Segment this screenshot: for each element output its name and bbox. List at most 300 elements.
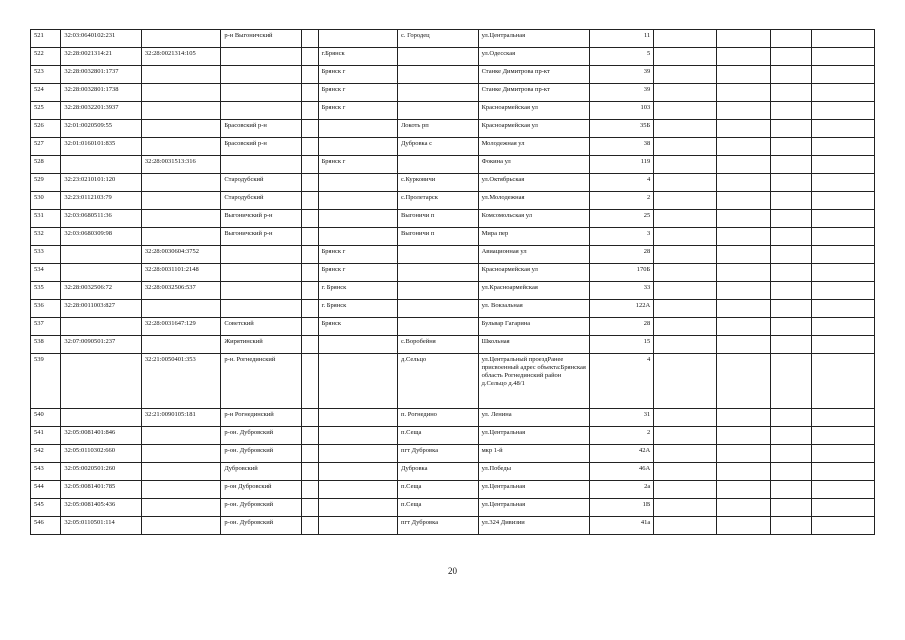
locality-cell: [398, 156, 479, 174]
empty-cell: [716, 264, 770, 282]
cadastral-number-cell: 32:28:0032801:1738: [61, 84, 142, 102]
empty-cell: [716, 499, 770, 517]
cadastral-number-cell: 32:05:0110501:114: [61, 517, 142, 535]
locality-cell: д.Сельцо: [398, 354, 479, 409]
parent-cadastral-cell: [141, 192, 220, 210]
cadastral-number-cell: [61, 354, 142, 409]
district-cell: Стародубский: [221, 192, 302, 210]
street-cell: ул.Победы: [478, 463, 590, 481]
district-cell: р-он Дубровский: [221, 481, 302, 499]
house-number-cell: 103: [590, 102, 654, 120]
parent-cadastral-cell: [141, 66, 220, 84]
locality-cell: с.Курковичи: [398, 174, 479, 192]
empty-cell: [771, 481, 812, 499]
district-cell: Дубровский: [221, 463, 302, 481]
house-number-cell: 2а: [590, 481, 654, 499]
street-cell: ул.Одесская: [478, 48, 590, 66]
empty-cell: [716, 210, 770, 228]
street-cell: ул.Октябрьская: [478, 174, 590, 192]
empty-cell: [654, 84, 717, 102]
table-row: [31, 517, 875, 535]
locality-cell: [398, 66, 479, 84]
empty-cell: [812, 246, 875, 264]
street-cell: Красноармейская ул: [478, 120, 590, 138]
row-number-cell: 531: [31, 210, 61, 228]
empty-cell: [301, 318, 318, 336]
parent-cadastral-cell: [141, 300, 220, 318]
empty-cell: [716, 102, 770, 120]
cadastral-number-cell: [61, 246, 142, 264]
empty-cell: [771, 463, 812, 481]
empty-cell: [301, 30, 318, 48]
cadastral-number-cell: 32:28:0021314:21: [61, 48, 142, 66]
empty-cell: [716, 282, 770, 300]
table-row: [31, 300, 875, 318]
district-cell: р-он. Дубровский: [221, 499, 302, 517]
empty-cell: [301, 481, 318, 499]
empty-cell: [812, 445, 875, 463]
empty-cell: [812, 156, 875, 174]
table-row: [31, 499, 875, 517]
table-row: [31, 48, 875, 66]
district-cell: р-н Рогнединский: [221, 409, 302, 427]
city-cell: [318, 409, 397, 427]
locality-cell: Дубровка: [398, 463, 479, 481]
parent-cadastral-cell: [141, 84, 220, 102]
empty-cell: [654, 336, 717, 354]
table-row: [31, 120, 875, 138]
table-row: [31, 30, 875, 48]
empty-cell: [812, 300, 875, 318]
locality-cell: Выгоничи п: [398, 228, 479, 246]
parent-cadastral-cell: 32:28:0032506:537: [141, 282, 220, 300]
locality-cell: [398, 282, 479, 300]
row-number-cell: 534: [31, 264, 61, 282]
empty-cell: [654, 481, 717, 499]
parent-cadastral-cell: [141, 30, 220, 48]
row-number-cell: 546: [31, 517, 61, 535]
city-cell: [318, 138, 397, 156]
locality-cell: [398, 300, 479, 318]
street-cell: Школьная: [478, 336, 590, 354]
city-cell: [318, 445, 397, 463]
empty-cell: [812, 354, 875, 409]
table-row: [31, 84, 875, 102]
district-cell: Стародубский: [221, 174, 302, 192]
table-row: [31, 192, 875, 210]
cadastral-number-cell: 32:01:0160101:835: [61, 138, 142, 156]
house-number-cell: 15: [590, 336, 654, 354]
district-cell: Брасовский р-н: [221, 120, 302, 138]
city-cell: Брянск г: [318, 246, 397, 264]
parent-cadastral-cell: [141, 138, 220, 156]
parent-cadastral-cell: 32:28:0030604:3752: [141, 246, 220, 264]
city-cell: Брянск: [318, 318, 397, 336]
house-number-cell: 5: [590, 48, 654, 66]
cadastral-number-cell: 32:05:0081405:436: [61, 499, 142, 517]
locality-cell: Дубровка с: [398, 138, 479, 156]
house-number-cell: 39: [590, 66, 654, 84]
district-cell: р-н. Рогнединский: [221, 354, 302, 409]
street-cell: Молодежная ул: [478, 138, 590, 156]
empty-cell: [654, 120, 717, 138]
parent-cadastral-cell: [141, 499, 220, 517]
empty-cell: [771, 210, 812, 228]
house-number-cell: 35Б: [590, 120, 654, 138]
empty-cell: [716, 354, 770, 409]
street-cell: Бульвар Гагарина: [478, 318, 590, 336]
empty-cell: [812, 84, 875, 102]
empty-cell: [716, 66, 770, 84]
city-cell: Брянск г: [318, 156, 397, 174]
parent-cadastral-cell: [141, 210, 220, 228]
row-number-cell: 543: [31, 463, 61, 481]
row-number-cell: 545: [31, 499, 61, 517]
table-row: [31, 264, 875, 282]
row-number-cell: 532: [31, 228, 61, 246]
city-cell: Брянск г: [318, 84, 397, 102]
city-cell: [318, 517, 397, 535]
cadastral-number-cell: 32:03:0680511:36: [61, 210, 142, 228]
parent-cadastral-cell: 32:28:0031513:316: [141, 156, 220, 174]
cadastral-number-cell: 32:03:0640102:231: [61, 30, 142, 48]
row-number-cell: 533: [31, 246, 61, 264]
empty-cell: [716, 409, 770, 427]
parent-cadastral-cell: [141, 174, 220, 192]
empty-cell: [771, 48, 812, 66]
house-number-cell: 122А: [590, 300, 654, 318]
parent-cadastral-cell: [141, 445, 220, 463]
empty-cell: [771, 102, 812, 120]
empty-cell: [716, 192, 770, 210]
empty-cell: [654, 499, 717, 517]
district-cell: Жирятинский: [221, 336, 302, 354]
empty-cell: [301, 445, 318, 463]
city-cell: г. Брянск: [318, 300, 397, 318]
street-cell: мкр 1-й: [478, 445, 590, 463]
city-cell: [318, 354, 397, 409]
empty-cell: [301, 264, 318, 282]
district-cell: [221, 48, 302, 66]
empty-cell: [654, 264, 717, 282]
table-row: [31, 463, 875, 481]
district-cell: [221, 66, 302, 84]
locality-cell: [398, 84, 479, 102]
empty-cell: [771, 354, 812, 409]
empty-cell: [716, 228, 770, 246]
empty-cell: [654, 138, 717, 156]
table-row: [31, 246, 875, 264]
empty-cell: [301, 228, 318, 246]
row-number-cell: 535: [31, 282, 61, 300]
empty-cell: [654, 409, 717, 427]
cadastral-number-cell: 32:05:0110302:660: [61, 445, 142, 463]
row-number-cell: 521: [31, 30, 61, 48]
house-number-cell: 4: [590, 174, 654, 192]
empty-cell: [771, 246, 812, 264]
locality-cell: [398, 318, 479, 336]
empty-cell: [812, 48, 875, 66]
empty-cell: [654, 354, 717, 409]
empty-cell: [654, 210, 717, 228]
row-number-cell: 526: [31, 120, 61, 138]
table-row: [31, 174, 875, 192]
empty-cell: [716, 246, 770, 264]
empty-cell: [812, 481, 875, 499]
row-number-cell: 527: [31, 138, 61, 156]
parent-cadastral-cell: [141, 481, 220, 499]
empty-cell: [812, 192, 875, 210]
locality-cell: пгт Дубровка: [398, 517, 479, 535]
locality-cell: пгт Дубровка: [398, 445, 479, 463]
parent-cadastral-cell: [141, 463, 220, 481]
empty-cell: [716, 84, 770, 102]
empty-cell: [654, 102, 717, 120]
locality-cell: п.Сеща: [398, 499, 479, 517]
parent-cadastral-cell: 32:21:0050401:353: [141, 354, 220, 409]
city-cell: [318, 120, 397, 138]
empty-cell: [301, 499, 318, 517]
empty-cell: [771, 517, 812, 535]
house-number-cell: 41а: [590, 517, 654, 535]
empty-cell: [812, 66, 875, 84]
cadastral-number-cell: 32:05:0081401:846: [61, 427, 142, 445]
locality-cell: Выгоничи п: [398, 210, 479, 228]
house-number-cell: 170Б: [590, 264, 654, 282]
house-number-cell: 3: [590, 228, 654, 246]
house-number-cell: 42А: [590, 445, 654, 463]
empty-cell: [812, 463, 875, 481]
empty-cell: [301, 48, 318, 66]
empty-cell: [771, 228, 812, 246]
empty-cell: [716, 120, 770, 138]
empty-cell: [771, 409, 812, 427]
table-row: [31, 409, 875, 427]
row-number-cell: 522: [31, 48, 61, 66]
city-cell: [318, 481, 397, 499]
street-cell: Станке Димитрова пр-кт: [478, 84, 590, 102]
row-number-cell: 523: [31, 66, 61, 84]
table-row: [31, 282, 875, 300]
locality-cell: [398, 102, 479, 120]
row-number-cell: 528: [31, 156, 61, 174]
street-cell: ул.Молодежная: [478, 192, 590, 210]
cadastral-number-cell: 32:01:0020509:55: [61, 120, 142, 138]
street-cell: ул.Центральная: [478, 499, 590, 517]
cadastral-number-cell: [61, 318, 142, 336]
city-cell: [318, 336, 397, 354]
parent-cadastral-cell: [141, 336, 220, 354]
parent-cadastral-cell: [141, 102, 220, 120]
table-row: [31, 138, 875, 156]
city-cell: [318, 210, 397, 228]
empty-cell: [654, 282, 717, 300]
empty-cell: [654, 192, 717, 210]
cadastral-number-cell: 32:28:0032201:3937: [61, 102, 142, 120]
row-number-cell: 542: [31, 445, 61, 463]
empty-cell: [301, 66, 318, 84]
empty-cell: [654, 246, 717, 264]
empty-cell: [301, 246, 318, 264]
district-cell: [221, 102, 302, 120]
locality-cell: с. Городец: [398, 30, 479, 48]
row-number-cell: 541: [31, 427, 61, 445]
empty-cell: [301, 210, 318, 228]
row-number-cell: 538: [31, 336, 61, 354]
cadastral-number-cell: 32:03:0680309:98: [61, 228, 142, 246]
empty-cell: [654, 318, 717, 336]
street-cell: Авиационная ул: [478, 246, 590, 264]
empty-cell: [812, 30, 875, 48]
empty-cell: [716, 445, 770, 463]
empty-cell: [812, 409, 875, 427]
empty-cell: [301, 427, 318, 445]
cadastral-number-cell: [61, 409, 142, 427]
empty-cell: [301, 120, 318, 138]
empty-cell: [812, 318, 875, 336]
empty-cell: [812, 228, 875, 246]
empty-cell: [654, 427, 717, 445]
table-row: [31, 156, 875, 174]
empty-cell: [654, 30, 717, 48]
empty-cell: [771, 282, 812, 300]
empty-cell: [654, 174, 717, 192]
street-cell: Красноармейская ул: [478, 264, 590, 282]
empty-cell: [301, 336, 318, 354]
empty-cell: [812, 174, 875, 192]
empty-cell: [716, 138, 770, 156]
street-cell: ул.Красноармейская: [478, 282, 590, 300]
empty-cell: [654, 66, 717, 84]
cadastral-number-cell: 32:05:0081401:785: [61, 481, 142, 499]
empty-cell: [654, 463, 717, 481]
locality-cell: п.Сеща: [398, 481, 479, 499]
district-cell: р-н Выгоничский: [221, 30, 302, 48]
empty-cell: [716, 156, 770, 174]
empty-cell: [812, 264, 875, 282]
table-row: [31, 66, 875, 84]
empty-cell: [771, 84, 812, 102]
empty-cell: [301, 84, 318, 102]
cadastral-number-cell: 32:28:0032801:1737: [61, 66, 142, 84]
parent-cadastral-cell: [141, 427, 220, 445]
table-row: [31, 318, 875, 336]
empty-cell: [771, 120, 812, 138]
locality-cell: п. Рогнедино: [398, 409, 479, 427]
empty-cell: [771, 174, 812, 192]
cadastral-number-cell: 32:07:0090501:237: [61, 336, 142, 354]
locality-cell: п.Сеща: [398, 427, 479, 445]
row-number-cell: 544: [31, 481, 61, 499]
city-cell: г. Брянск: [318, 282, 397, 300]
empty-cell: [716, 30, 770, 48]
district-cell: р-он. Дубровский: [221, 445, 302, 463]
district-cell: р-он. Дубровский: [221, 517, 302, 535]
street-cell: ул. Ленина: [478, 409, 590, 427]
empty-cell: [301, 138, 318, 156]
house-number-cell: 11: [590, 30, 654, 48]
house-number-cell: 28: [590, 246, 654, 264]
row-number-cell: 536: [31, 300, 61, 318]
empty-cell: [301, 156, 318, 174]
empty-cell: [301, 409, 318, 427]
locality-cell: с.Пролетарск: [398, 192, 479, 210]
empty-cell: [812, 336, 875, 354]
street-cell: Станке Димитрова пр-кт: [478, 66, 590, 84]
row-number-cell: 529: [31, 174, 61, 192]
street-cell: Мира пер: [478, 228, 590, 246]
table-row: [31, 210, 875, 228]
empty-cell: [771, 156, 812, 174]
empty-cell: [771, 300, 812, 318]
register-rows: [31, 30, 875, 535]
house-number-cell: 39: [590, 84, 654, 102]
empty-cell: [812, 102, 875, 120]
house-number-cell: 119: [590, 156, 654, 174]
empty-cell: [771, 264, 812, 282]
empty-cell: [716, 318, 770, 336]
street-cell: Комсомольская ул: [478, 210, 590, 228]
empty-cell: [716, 300, 770, 318]
district-cell: р-он. Дубровский: [221, 427, 302, 445]
empty-cell: [654, 156, 717, 174]
district-cell: Брасовский р-н: [221, 138, 302, 156]
empty-cell: [812, 282, 875, 300]
city-cell: [318, 30, 397, 48]
street-cell: ул. Вокзальная: [478, 300, 590, 318]
row-number-cell: 537: [31, 318, 61, 336]
locality-cell: [398, 264, 479, 282]
house-number-cell: 2: [590, 427, 654, 445]
empty-cell: [812, 427, 875, 445]
row-number-cell: 530: [31, 192, 61, 210]
street-cell: Фокина ул: [478, 156, 590, 174]
empty-cell: [654, 517, 717, 535]
cadastral-number-cell: 32:28:0032506:72: [61, 282, 142, 300]
district-cell: [221, 264, 302, 282]
table-row: [31, 354, 875, 409]
cadastral-number-cell: 32:23:0210101:120: [61, 174, 142, 192]
table-row: [31, 427, 875, 445]
cadastral-number-cell: [61, 156, 142, 174]
empty-cell: [301, 192, 318, 210]
district-cell: [221, 282, 302, 300]
empty-cell: [301, 300, 318, 318]
empty-cell: [716, 336, 770, 354]
empty-cell: [771, 192, 812, 210]
house-number-cell: 46А: [590, 463, 654, 481]
house-number-cell: 28: [590, 318, 654, 336]
cadastral-number-cell: 32:05:0020501:260: [61, 463, 142, 481]
page-number: 20: [448, 566, 457, 576]
locality-cell: с.Воробейня: [398, 336, 479, 354]
empty-cell: [654, 445, 717, 463]
district-cell: Выгоничский р-н: [221, 228, 302, 246]
row-number-cell: 539: [31, 354, 61, 409]
table-row: [31, 102, 875, 120]
district-cell: [221, 300, 302, 318]
table-row: [31, 336, 875, 354]
empty-cell: [654, 48, 717, 66]
house-number-cell: 25: [590, 210, 654, 228]
house-number-cell: 31: [590, 409, 654, 427]
empty-cell: [771, 499, 812, 517]
empty-cell: [716, 427, 770, 445]
empty-cell: [716, 48, 770, 66]
house-number-cell: 2: [590, 192, 654, 210]
empty-cell: [301, 463, 318, 481]
empty-cell: [301, 174, 318, 192]
